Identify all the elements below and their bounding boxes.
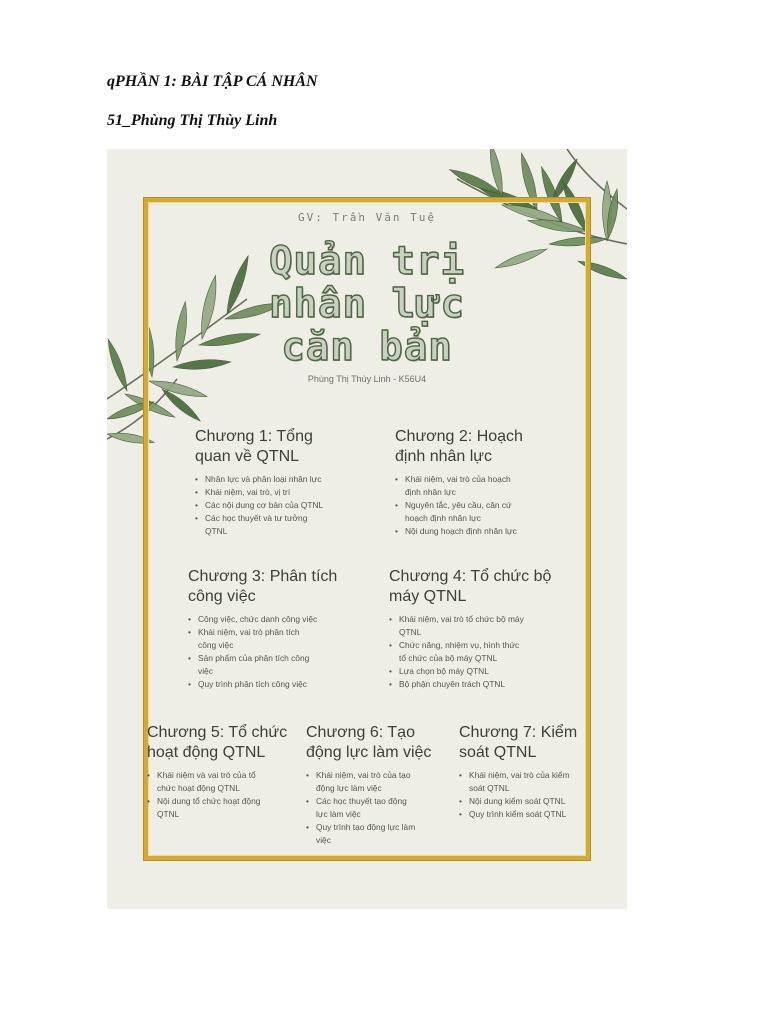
chapter-item: • Quy trình phân tích công việc xyxy=(188,678,363,691)
chapter-item: • Khái niệm, vai trò phân tích công việc xyxy=(188,626,363,652)
chapter-4 xyxy=(389,567,569,691)
chapter-title: Chương 2: Hoạch định nhân lực xyxy=(395,428,523,465)
chapter-item: • Các học thuyết và tư tưởng QTNL xyxy=(195,512,365,538)
chapter-item: • Khái niệm và vai trò của tổ chức hoạt động QTNL xyxy=(147,769,297,795)
chapter-title: Chương 6: Tạo động lực làm việc xyxy=(306,724,432,761)
chapter-item: • Sản phẩm của phân tích công việc xyxy=(188,652,363,678)
chapter-1 xyxy=(195,427,365,538)
poster-title-line-3: căn bản xyxy=(281,325,453,370)
teacher-name: GV: Trần Văn Tuệ xyxy=(298,211,436,224)
chapter-title: Chương 1: Tổng quan về QTNL xyxy=(195,428,313,465)
poster-image xyxy=(107,149,627,909)
chapter-item: • Lựa chọn bộ máy QTNL xyxy=(389,665,569,678)
chapter-item: • Chức năng, nhiệm vụ, hình thức tổ chức của bộ máy QTNL xyxy=(389,639,569,665)
chapter-7 xyxy=(459,723,599,821)
chapter-5 xyxy=(147,723,297,821)
chapter-item: • Quy trình tạo động lực làm việc xyxy=(306,821,451,847)
chapter-title: Chương 7: Kiểm soát QTNL xyxy=(459,724,578,761)
chapter-3 xyxy=(188,567,363,691)
chapter-title: Chương 5: Tổ chức hoạt động QTNL xyxy=(147,724,288,761)
chapter-title: Chương 4: Tổ chức bộ máy QTNL xyxy=(389,568,552,605)
chapter-item: • Nội dung hoạch định nhân lực xyxy=(395,525,565,538)
chapter-item: • Khái niệm, vai trò, vị trí xyxy=(195,486,365,499)
chapter-6 xyxy=(306,723,451,847)
chapter-item: • Khái niệm, vai trò của tạo động lực làm việc xyxy=(306,769,451,795)
chapter-item: • Bộ phận chuyên trách QTNL xyxy=(389,678,569,691)
chapter-item: • Khái niệm, vai trò tổ chức bộ máy QTNL xyxy=(389,613,569,639)
chapter-item: • Công việc, chức danh công việc xyxy=(188,613,363,626)
chapter-title: Chương 3: Phân tích công việc xyxy=(188,568,338,605)
poster-title-line-2: nhân lực xyxy=(269,282,465,327)
chapter-2 xyxy=(395,427,565,538)
chapter-item: • Khái niệm, vai trò của kiểm soát QTNL xyxy=(459,769,599,795)
chapter-item: • Quy trình kiểm soát QTNL xyxy=(459,808,599,821)
chapter-item: • Các nội dung cơ bản của QTNL xyxy=(195,499,365,512)
chapter-item: • Nội dung tổ chức hoạt động QTNL xyxy=(147,795,297,821)
document-heading-part: qPHẦN 1: BÀI TẬP CÁ NHÂN xyxy=(107,73,318,90)
chapter-item: • Nhân lực và phân loại nhân lực xyxy=(195,473,365,486)
chapter-item: • Khái niệm, vai trò của hoạch định nhân lực xyxy=(395,473,565,499)
chapter-item: • Nội dung kiểm soát QTNL xyxy=(459,795,599,808)
chapter-item: • Nguyên tắc, yêu cầu, căn cứ hoạch định nhân lực xyxy=(395,499,565,525)
poster-author: Phùng Thị Thùy Linh - K56U4 xyxy=(307,374,427,384)
poster-title-line-1: Quản trị xyxy=(269,239,465,284)
chapter-item: • Các học thuyết tạo động lực làm việc xyxy=(306,795,451,821)
document-heading-student: 51_Phùng Thị Thùy Linh xyxy=(107,112,278,129)
